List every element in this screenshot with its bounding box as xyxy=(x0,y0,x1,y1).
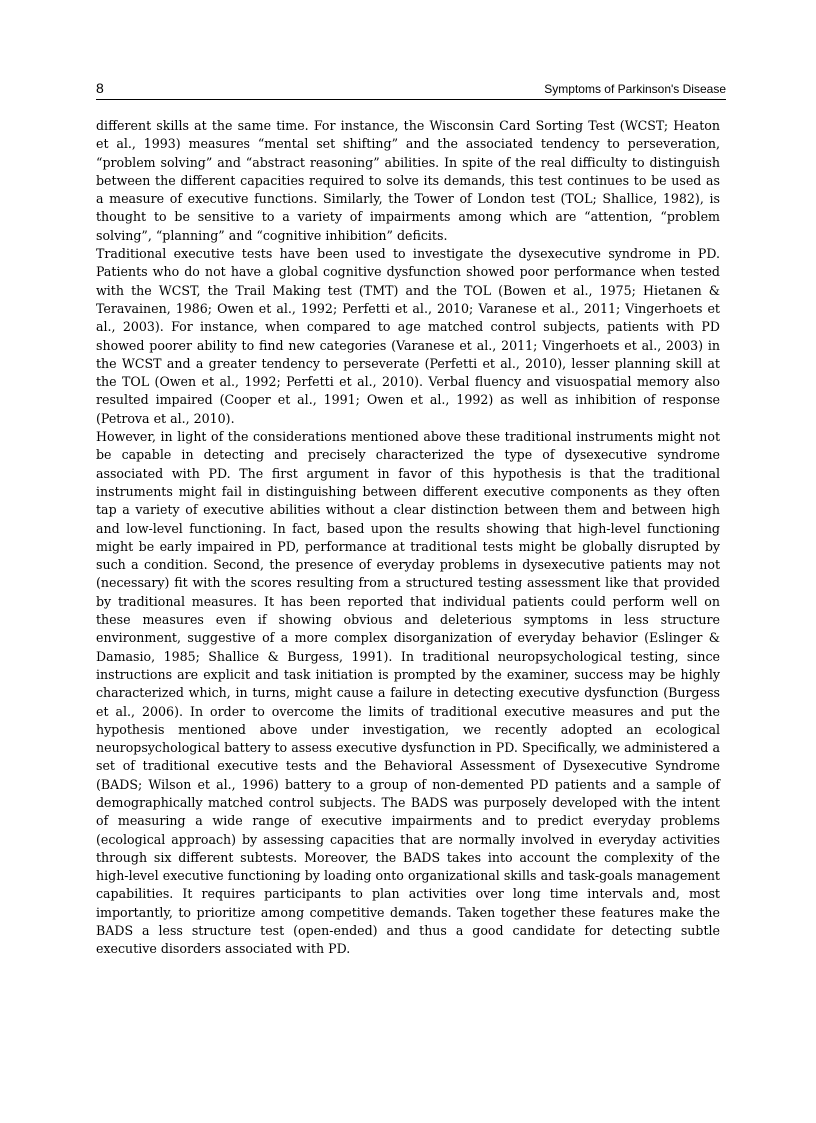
page-number: 8 xyxy=(96,80,104,96)
paragraph-continuation: different skills at the same time. For instance, the Wisconsin Card Sorting Test (WCST; Heaton et al., 1993) measures “mental set shifting” and the associated tendency to perseveration, “problem solving” and “abstract reasoning” abilities. In spite of the real difficulty to distinguish between the different capacities required to solve its demands, this test continues to be used as a measure of executive functions. Similarly, the Tower of London test (TOL; Shallice, 1982), is thought to be sensitive to a variety of impairments among which are “attention, “problem solving”, “planning” and “cognitive inhibition” deficits. xyxy=(96,118,720,243)
body-text xyxy=(96,117,720,959)
paragraph-traditional-tests: Traditional executive tests have been used to investigate the dysexecutive syndrome in PD. Patients who do not have a global cognitive dysfunction showed poor performance when tested with the WCST, the Trail Making test (TMT) and the TOL (Bowen et al., 1975; Hietanen & Teravainen, 1986; Owen et al., 1992; Perfetti et al., 2010; Varanese et al., 2011; Vingerhoets et al., 2003). For instance, when compared to age matched control subjects, patients with PD showed poorer ability to find new categories (Varanese et al., 2011; Vingerhoets et al., 2003) in the WCST and a greater tendency to perseverate (Perfetti et al., 2010), lesser planning skill at the TOL (Owen et al., 1992; Perfetti et al., 2010). Verbal fluency and visuospatial memory also resulted impaired (Cooper et al., 1991; Owen et al., 1992) as well as inhibition of response (Petrova et al., 2010). xyxy=(96,246,720,426)
running-title: Symptoms of Parkinson's Disease xyxy=(544,82,726,96)
paragraph-limitations: However, in light of the considerations mentioned above these traditional instruments might not be capable in detecting and precisely characterized the type of dysexecutive syndrome associated with PD. The first argument in favor of this hypothesis is that the traditional instruments might fail in distinguishing between different executive components as they often tap a variety of executive abilities without a clear distinction between them and between high and low-level functioning. In fact, based upon the results showing that high-level functioning might be early impaired in PD, performance at traditional tests might be globally disrupted by such a condition. Second, the presence of everyday problems in dysexecutive patients may not (necessary) fit with the scores resulting from a structured testing assessment like that provided by traditional measures. It has been reported that individual patients could perform well on these measures even if showing obvious and deleterious symptoms in less structure environment, suggestive of a more complex disorganization of everyday behavior (Eslinger & Damasio, 1985; Shallice & Burgess, 1991). In traditional neuropsychological testing, since instructions are explicit and task initiation is prompted by the examiner, success may be highly characterized which, in turns, might cause a failure in detecting executive dysfunction (Burgess et al., 2006). In order to overcome the limits of traditional executive measures and put the hypothesis mentioned above under investigation, we recently adopted an ecological neuropsychological battery to assess executive dysfunction in PD. Specifically, we administered a set of traditional executive tests and the Behavioral Assessment of Dysexecutive Syndrome (BADS; Wilson et al., 1996) battery to a group of non-demented PD patients and a sample of demographically matched control subjects. The BADS was purposely developed with the intent of measuring a wide range of executive impairments and to predict everyday problems (ecological approach) by assessing capacities that are normally involved in everyday activities through six different subtests. Moreover, the BADS takes into account the complexity of the high-level executive functioning by loading onto organizational skills and task-goals management capabilities. It requires participants to plan activities over long time intervals and, most importantly, to prioritize among competitive demands. Taken together these features make the BADS a less structure test (open-ended) and thus a good candidate for detecting subtle executive disorders associated with PD. xyxy=(96,429,720,957)
page-header xyxy=(96,80,726,100)
